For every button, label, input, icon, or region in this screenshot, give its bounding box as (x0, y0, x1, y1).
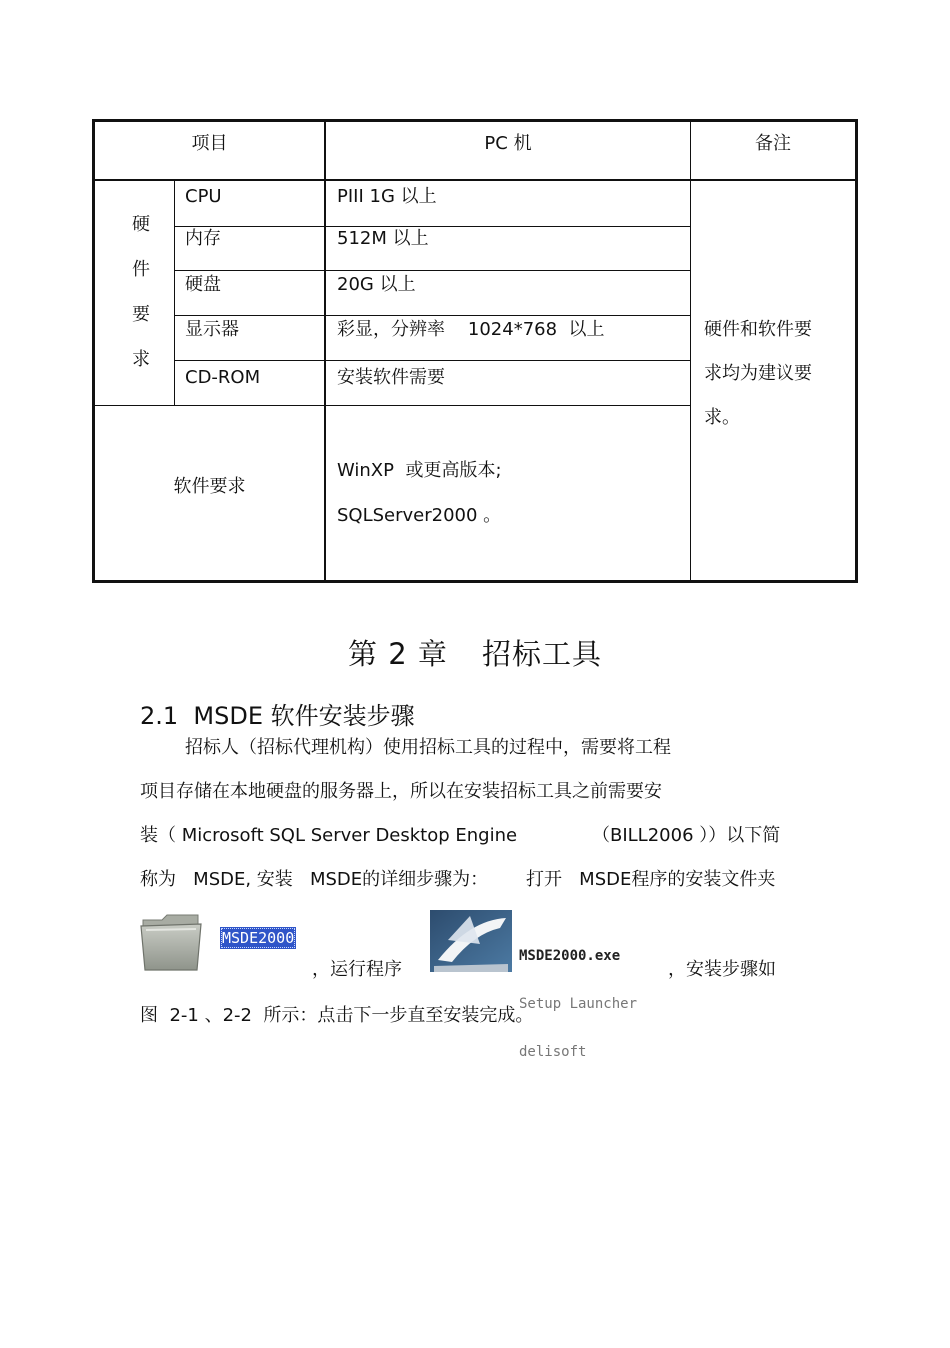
setup-launcher-details[interactable] (519, 916, 637, 1076)
requirements-table (92, 119, 858, 583)
launcher-description: Setup Launcher (519, 996, 638, 1012)
software-line-os: WinXP 或更高版本; (337, 460, 502, 481)
section-title: 2.1 MSDE 软件安装步骤 (140, 702, 415, 730)
chapter-title (0, 632, 950, 673)
row-memory-name: 内存 (185, 228, 221, 249)
paragraph-line-3a: 装（ Microsoft SQL Server Desktop Engine (140, 825, 518, 846)
paragraph-line-2: 项目存储在本地硬盘的服务器上，所以在安装招标工具之前需要安 (140, 781, 662, 802)
row-disk-name: 硬盘 (185, 274, 221, 295)
hardware-requirements-label: 硬 件 要 求 (132, 214, 150, 370)
setup-launcher-icon[interactable] (430, 910, 512, 972)
header-item: 项目 (191, 133, 228, 154)
paragraph-line-4b: 打开 MSDE程序的安装文件夹 (526, 869, 776, 890)
row-cpu-value: PIII 1G 以上 (337, 186, 437, 207)
chapter-number: 第 2 章 (348, 637, 448, 671)
paragraph-line-4a: 称为 MSDE, 安装 MSDE的详细步骤为： (140, 869, 489, 890)
launcher-company: delisoft (519, 1044, 587, 1060)
row-display-value: 彩显，分辨率 1024*768 以上 (337, 319, 605, 340)
launcher-file-name: MSDE2000.exe (519, 948, 621, 964)
folder-name-label[interactable]: MSDE2000 (222, 929, 295, 947)
row-memory-value: 512M 以上 (337, 228, 429, 249)
note-text: 硬件和软件要 求均为建议要 求。 (704, 319, 812, 428)
folder-icon[interactable] (140, 912, 203, 972)
row-disk-value: 20G 以上 (337, 274, 416, 295)
paragraph-line-5b: ，安装步骤如 (668, 959, 776, 980)
software-requirements-label: 软件要求 (173, 476, 246, 497)
paragraph-line-5a: ，运行程序 (312, 959, 402, 980)
chapter-name: 招标工具 (481, 637, 602, 671)
row-cdrom-name: CD-ROM (185, 367, 261, 388)
paragraph-line-3b: （BILL2006 ））以下简 (592, 825, 781, 846)
header-pc: PC 机 (484, 133, 532, 154)
header-note: 备注 (755, 133, 791, 154)
row-display-name: 显示器 (185, 319, 239, 340)
software-line-db: SQLServer2000 。 (337, 505, 502, 526)
row-cpu-name: CPU (185, 186, 222, 207)
paragraph-line-1: 招标人（招标代理机构）使用招标工具的过程中，需要将工程 (185, 737, 671, 758)
paragraph-line-6: 图 2-1 、2-2 所示：点击下一步直至安装完成。 (140, 1005, 534, 1026)
row-cdrom-value: 安装软件需要 (337, 367, 445, 388)
